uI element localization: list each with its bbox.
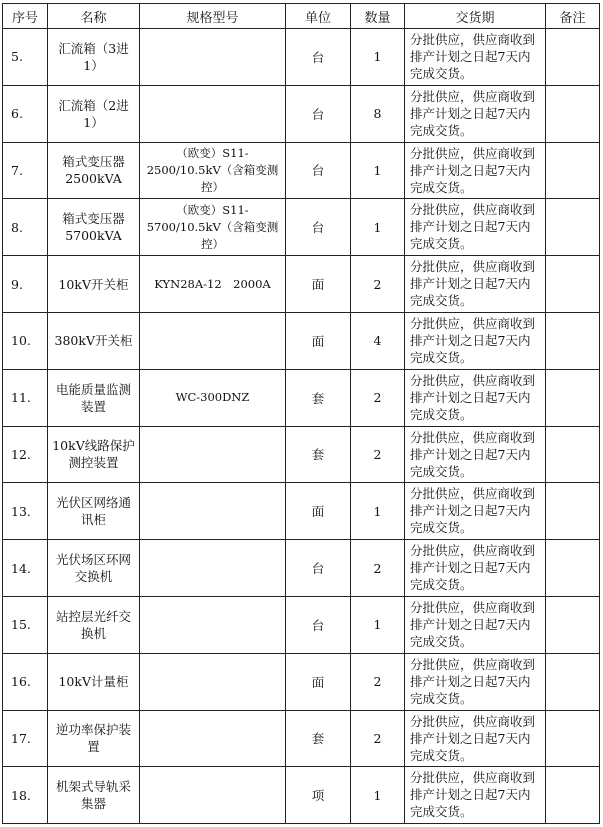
cell-seq: 11. bbox=[3, 369, 48, 426]
cell-qty: 1 bbox=[351, 483, 405, 540]
header-unit: 单位 bbox=[286, 4, 351, 29]
cell-name: 箱式变压器5700kVA bbox=[48, 199, 140, 256]
cell-seq: 12. bbox=[3, 426, 48, 483]
cell-delivery: 分批供应，供应商收到排产计划之日起7天内完成交货。 bbox=[405, 710, 546, 767]
cell-note bbox=[546, 653, 600, 710]
cell-note bbox=[546, 369, 600, 426]
cell-delivery: 分批供应，供应商收到排产计划之日起7天内完成交货。 bbox=[405, 540, 546, 597]
cell-note bbox=[546, 312, 600, 369]
cell-note bbox=[546, 540, 600, 597]
cell-delivery: 分批供应，供应商收到排产计划之日起7天内完成交货。 bbox=[405, 142, 546, 199]
table-row bbox=[3, 653, 600, 710]
table-row bbox=[3, 256, 600, 313]
table-row bbox=[3, 426, 600, 483]
cell-seq: 5. bbox=[3, 29, 48, 86]
header-note: 备注 bbox=[546, 4, 600, 29]
cell-name: 汇流箱（2进1） bbox=[48, 85, 140, 142]
cell-qty: 2 bbox=[351, 540, 405, 597]
cell-model: WC-300DNZ bbox=[140, 369, 286, 426]
cell-delivery: 分批供应，供应商收到排产计划之日起7天内完成交货。 bbox=[405, 312, 546, 369]
header-seq: 序号 bbox=[3, 4, 48, 29]
cell-qty: 2 bbox=[351, 256, 405, 313]
table-row bbox=[3, 710, 600, 767]
cell-model: KYN28A-12 2000A bbox=[140, 256, 286, 313]
cell-note bbox=[546, 142, 600, 199]
cell-seq: 8. bbox=[3, 199, 48, 256]
table-row bbox=[3, 483, 600, 540]
cell-model: （欧变）S11-2500/10.5kV（含箱变测控） bbox=[140, 142, 286, 199]
table-row bbox=[3, 540, 600, 597]
cell-unit: 面 bbox=[286, 483, 351, 540]
cell-note bbox=[546, 256, 600, 313]
cell-qty: 1 bbox=[351, 29, 405, 86]
cell-model bbox=[140, 710, 286, 767]
cell-seq: 10. bbox=[3, 312, 48, 369]
cell-model bbox=[140, 312, 286, 369]
cell-delivery: 分批供应，供应商收到排产计划之日起7天内完成交货。 bbox=[405, 426, 546, 483]
equipment-table bbox=[2, 3, 600, 824]
cell-name: 光伏区网络通讯柜 bbox=[48, 483, 140, 540]
cell-model bbox=[140, 767, 286, 824]
cell-qty: 8 bbox=[351, 85, 405, 142]
cell-delivery: 分批供应，供应商收到排产计划之日起7天内完成交货。 bbox=[405, 653, 546, 710]
cell-name: 10kV计量柜 bbox=[48, 653, 140, 710]
cell-seq: 17. bbox=[3, 710, 48, 767]
cell-qty: 2 bbox=[351, 710, 405, 767]
cell-seq: 18. bbox=[3, 767, 48, 824]
table-row bbox=[3, 767, 600, 824]
cell-delivery: 分批供应，供应商收到排产计划之日起7天内完成交货。 bbox=[405, 199, 546, 256]
cell-qty: 1 bbox=[351, 199, 405, 256]
table-row bbox=[3, 199, 600, 256]
cell-model bbox=[140, 540, 286, 597]
cell-model: （欧变）S11-5700/10.5kV（含箱变测控） bbox=[140, 199, 286, 256]
cell-delivery: 分批供应，供应商收到排产计划之日起7天内完成交货。 bbox=[405, 483, 546, 540]
cell-seq: 15. bbox=[3, 596, 48, 653]
cell-name: 汇流箱（3进1） bbox=[48, 29, 140, 86]
table-row bbox=[3, 596, 600, 653]
cell-seq: 14. bbox=[3, 540, 48, 597]
cell-unit: 台 bbox=[286, 142, 351, 199]
cell-unit: 套 bbox=[286, 369, 351, 426]
cell-name: 箱式变压器2500kVA bbox=[48, 142, 140, 199]
cell-note bbox=[546, 199, 600, 256]
cell-model bbox=[140, 483, 286, 540]
cell-delivery: 分批供应，供应商收到排产计划之日起7天内完成交货。 bbox=[405, 85, 546, 142]
cell-seq: 16. bbox=[3, 653, 48, 710]
header-qty: 数量 bbox=[351, 4, 405, 29]
cell-delivery: 分批供应，供应商收到排产计划之日起7天内完成交货。 bbox=[405, 29, 546, 86]
cell-name: 逆功率保护装置 bbox=[48, 710, 140, 767]
cell-name: 光伏场区环网交换机 bbox=[48, 540, 140, 597]
cell-seq: 6. bbox=[3, 85, 48, 142]
cell-unit: 套 bbox=[286, 426, 351, 483]
cell-unit: 台 bbox=[286, 199, 351, 256]
header-row bbox=[3, 4, 600, 29]
cell-model bbox=[140, 29, 286, 86]
cell-name: 10kV开关柜 bbox=[48, 256, 140, 313]
table-row bbox=[3, 312, 600, 369]
cell-qty: 2 bbox=[351, 653, 405, 710]
header-delivery: 交货期 bbox=[405, 4, 546, 29]
cell-unit: 面 bbox=[286, 256, 351, 313]
table-row bbox=[3, 29, 600, 86]
cell-name: 机架式导轨采集器 bbox=[48, 767, 140, 824]
cell-note bbox=[546, 29, 600, 86]
cell-qty: 2 bbox=[351, 426, 405, 483]
cell-delivery: 分批供应，供应商收到排产计划之日起7天内完成交货。 bbox=[405, 596, 546, 653]
cell-seq: 7. bbox=[3, 142, 48, 199]
cell-unit: 台 bbox=[286, 540, 351, 597]
cell-note bbox=[546, 710, 600, 767]
cell-model bbox=[140, 653, 286, 710]
cell-model bbox=[140, 85, 286, 142]
table-row bbox=[3, 85, 600, 142]
cell-unit: 台 bbox=[286, 29, 351, 86]
cell-unit: 台 bbox=[286, 85, 351, 142]
cell-model bbox=[140, 596, 286, 653]
table-row bbox=[3, 369, 600, 426]
cell-qty: 1 bbox=[351, 596, 405, 653]
cell-qty: 4 bbox=[351, 312, 405, 369]
cell-seq: 13. bbox=[3, 483, 48, 540]
cell-unit: 套 bbox=[286, 710, 351, 767]
cell-name: 380kV开关柜 bbox=[48, 312, 140, 369]
cell-qty: 2 bbox=[351, 369, 405, 426]
cell-delivery: 分批供应，供应商收到排产计划之日起7天内完成交货。 bbox=[405, 767, 546, 824]
cell-qty: 1 bbox=[351, 767, 405, 824]
cell-name: 10kV线路保护测控装置 bbox=[48, 426, 140, 483]
cell-delivery: 分批供应，供应商收到排产计划之日起7天内完成交货。 bbox=[405, 256, 546, 313]
cell-unit: 面 bbox=[286, 312, 351, 369]
cell-model bbox=[140, 426, 286, 483]
cell-unit: 台 bbox=[286, 596, 351, 653]
cell-note bbox=[546, 483, 600, 540]
cell-note bbox=[546, 596, 600, 653]
cell-qty: 1 bbox=[351, 142, 405, 199]
cell-seq: 9. bbox=[3, 256, 48, 313]
cell-name: 电能质量监测装置 bbox=[48, 369, 140, 426]
table-row bbox=[3, 142, 600, 199]
cell-delivery: 分批供应，供应商收到排产计划之日起7天内完成交货。 bbox=[405, 369, 546, 426]
cell-note bbox=[546, 426, 600, 483]
cell-note bbox=[546, 767, 600, 824]
header-model: 规格型号 bbox=[140, 4, 286, 29]
header-name: 名称 bbox=[48, 4, 140, 29]
cell-unit: 面 bbox=[286, 653, 351, 710]
cell-name: 站控层光纤交换机 bbox=[48, 596, 140, 653]
cell-note bbox=[546, 85, 600, 142]
cell-unit: 项 bbox=[286, 767, 351, 824]
